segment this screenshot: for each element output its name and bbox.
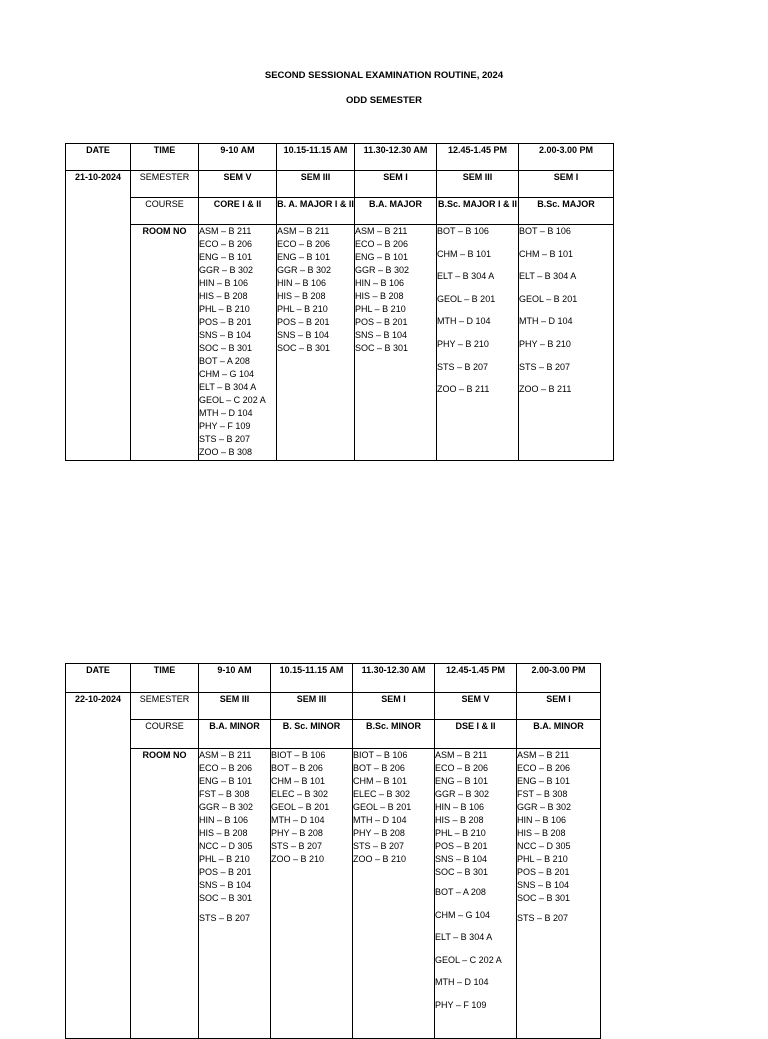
- room-entry: ELT – B 304 A: [519, 271, 577, 282]
- room-entry: PHY – B 210: [519, 338, 571, 349]
- routine-table-2: [65, 663, 601, 1039]
- room-entry: HIS – B 208: [199, 291, 248, 301]
- room-entry: STS – B 207: [517, 913, 569, 923]
- time-slot-4: 12.45-1.45 PM: [437, 144, 519, 171]
- room-entry: SNS – B 104: [199, 880, 252, 890]
- room-list: [517, 749, 601, 1039]
- document-subtitle: ODD SEMESTER: [345, 95, 422, 106]
- room-entry: HIN – B 106: [199, 278, 249, 288]
- room-entry: MTH – D 104: [435, 977, 489, 988]
- room-entry: POS – B 201: [517, 867, 570, 877]
- room-entry: ENG – B 101: [517, 776, 571, 786]
- room-entry: PHY – B 208: [271, 828, 323, 838]
- room-entry: CHM – B 101: [271, 776, 326, 786]
- room-entry: MTH – D 104: [271, 815, 325, 825]
- document-title: SECOND SESSIONAL EXAMINATION ROUTINE, 2024: [264, 70, 504, 81]
- semester-cell: SEM III: [277, 171, 355, 198]
- room-entry: SNS – B 104: [435, 854, 488, 864]
- room-entry: ECO – B 206: [199, 763, 253, 773]
- room-entry: GGR – B 302: [517, 802, 572, 812]
- exam-date: 21-10-2024: [66, 171, 131, 461]
- room-entry: MTH – D 104: [519, 316, 573, 327]
- room-list: [271, 749, 353, 1039]
- room-list: [435, 749, 517, 1039]
- room-entry: ASM – B 211: [435, 750, 488, 760]
- room-entry: STS – B 207: [437, 361, 489, 372]
- room-entry: ELT – B 304 A: [437, 271, 495, 282]
- time-slot-5: 2.00-3.00 PM: [519, 144, 614, 171]
- room-entry: ELT – B 304 A: [199, 382, 257, 392]
- course-cell: B.A. MAJOR: [355, 198, 437, 225]
- room-entry: SOC – B 301: [355, 343, 409, 353]
- room-entry: ENG – B 101: [435, 776, 489, 786]
- room-entry: CHM – G 104: [435, 909, 491, 920]
- room-entry: POS – B 201: [199, 317, 252, 327]
- room-entry: ASM – B 211: [277, 226, 330, 236]
- room-entry: HIS – B 208: [517, 828, 566, 838]
- room-entry: ZOO – B 210: [353, 854, 407, 864]
- room-entry: GEOL – B 201: [353, 802, 412, 812]
- room-entry: CHM – B 101: [437, 248, 492, 259]
- room-list: [353, 749, 435, 1039]
- room-entry: ELEC – B 302: [271, 789, 329, 799]
- time-slot-3: 11.30-12.30 AM: [355, 144, 437, 171]
- room-entry: PHL – B 210: [517, 854, 568, 864]
- room-entry: PHY – B 210: [437, 338, 489, 349]
- room-entry: PHL – B 210: [277, 304, 328, 314]
- room-entry: PHL – B 210: [435, 828, 486, 838]
- date-header: DATE: [66, 664, 131, 693]
- room-entry: ZOO – B 211: [519, 384, 572, 395]
- time-slot-2: 10.15-11.15 AM: [277, 144, 355, 171]
- room-entry: HIN – B 106: [199, 815, 249, 825]
- semester-label: SEMESTER: [131, 171, 199, 198]
- semester-cell: SEM I: [517, 693, 601, 720]
- room-entry: POS – B 201: [355, 317, 408, 327]
- room-entry: HIN – B 106: [355, 278, 405, 288]
- room-entry: STS – B 207: [519, 361, 571, 372]
- room-entry: GGR – B 302: [277, 265, 332, 275]
- room-entry: CHM – G 104: [199, 369, 255, 379]
- room-entry: HIS – B 208: [199, 828, 248, 838]
- room-entry: SOC – B 301: [517, 893, 571, 903]
- room-entry: ENG – B 101: [355, 252, 409, 262]
- room-entry: ENG – B 101: [277, 252, 331, 262]
- room-list: [355, 225, 437, 461]
- room-entry: CHM – B 101: [353, 776, 408, 786]
- room-entry: POS – B 201: [277, 317, 330, 327]
- room-entry: GEOL – B 201: [437, 293, 496, 304]
- room-entry: ELT – B 304 A: [435, 932, 493, 943]
- room-no-label: ROOM NO: [131, 749, 199, 1039]
- room-entry: HIS – B 208: [277, 291, 326, 301]
- room-entry: HIN – B 106: [277, 278, 327, 288]
- room-entry: SOC – B 301: [435, 867, 489, 877]
- room-entry: PHY – F 109: [199, 421, 251, 431]
- room-entry: ELEC – B 302: [353, 789, 411, 799]
- room-entry: GEOL – C 202 A: [435, 954, 502, 965]
- time-header: TIME: [131, 664, 199, 693]
- room-entry: BIOT – B 106: [353, 750, 408, 760]
- room-no-label: ROOM NO: [131, 225, 199, 461]
- course-cell: B. A. MAJOR I & II: [277, 198, 355, 225]
- room-entry: ENG – B 101: [199, 776, 253, 786]
- room-entry: ZOO – B 210: [271, 854, 325, 864]
- time-slot-3: 11.30-12.30 AM: [353, 664, 435, 693]
- room-entry: HIN – B 106: [517, 815, 567, 825]
- room-entry: SNS – B 104: [199, 330, 252, 340]
- course-cell: B. Sc. MINOR: [271, 720, 353, 749]
- semester-cell: SEM III: [271, 693, 353, 720]
- room-entry: ECO – B 206: [435, 763, 489, 773]
- room-entry: ECO – B 206: [517, 763, 571, 773]
- room-entry: PHL – B 210: [199, 304, 250, 314]
- room-entry: SNS – B 104: [355, 330, 408, 340]
- routine-table-1: [65, 143, 614, 461]
- room-entry: ECO – B 206: [277, 239, 331, 249]
- room-entry: ZOO – B 211: [437, 384, 490, 395]
- room-entry: PHY – F 109: [435, 999, 487, 1010]
- semester-cell: SEM I: [519, 171, 614, 198]
- room-entry: FST – B 308: [517, 789, 568, 799]
- room-entry: POS – B 201: [435, 841, 488, 851]
- course-cell: DSE I & II: [435, 720, 517, 749]
- semester-cell: SEM III: [199, 693, 271, 720]
- course-cell: B.A. MINOR: [517, 720, 601, 749]
- room-list: [199, 225, 277, 461]
- room-list: [277, 225, 355, 461]
- room-entry: SNS – B 104: [517, 880, 570, 890]
- exam-date: 22-10-2024: [66, 693, 131, 1039]
- room-entry: ASM – B 211: [199, 750, 252, 760]
- room-entry: PHL – B 210: [199, 854, 250, 864]
- room-entry: MTH – D 104: [353, 815, 407, 825]
- semester-cell: SEM V: [199, 171, 277, 198]
- semester-cell: SEM I: [355, 171, 437, 198]
- room-entry: BIOT – B 106: [271, 750, 326, 760]
- room-entry: STS – B 207: [199, 434, 251, 444]
- room-entry: ECO – B 206: [199, 239, 253, 249]
- time-slot-2: 10.15-11.15 AM: [271, 664, 353, 693]
- course-label: COURSE: [131, 720, 199, 749]
- room-entry: BOT – B 206: [353, 763, 405, 773]
- room-entry: BOT – A 208: [435, 887, 486, 897]
- room-entry: GGR – B 302: [435, 789, 490, 799]
- room-entry: HIN – B 106: [435, 802, 485, 812]
- room-entry: BOT – A 208: [199, 356, 250, 366]
- room-entry: ASM – B 211: [199, 226, 252, 236]
- course-cell: B.Sc. MAJOR: [519, 198, 614, 225]
- room-entry: STS – B 207: [271, 841, 323, 851]
- room-entry: ASM – B 211: [517, 750, 570, 760]
- room-entry: GGR – B 302: [199, 802, 254, 812]
- room-entry: STS – B 207: [199, 913, 251, 923]
- room-entry: ASM – B 211: [355, 226, 408, 236]
- course-label: COURSE: [131, 198, 199, 225]
- semester-label: SEMESTER: [131, 693, 199, 720]
- room-entry: NCC – D 305: [199, 841, 253, 851]
- course-cell: B.Sc. MINOR: [353, 720, 435, 749]
- room-entry: ZOO – B 308: [199, 447, 253, 457]
- room-entry: GEOL – B 201: [519, 293, 578, 304]
- room-entry: HIS – B 208: [435, 815, 484, 825]
- date-header: DATE: [66, 144, 131, 171]
- room-entry: GGR – B 302: [355, 265, 410, 275]
- room-entry: HIS – B 208: [355, 291, 404, 301]
- room-list: [519, 225, 614, 461]
- room-entry: PHY – B 208: [353, 828, 405, 838]
- room-entry: MTH – D 104: [437, 316, 491, 327]
- course-cell: CORE I & II: [199, 198, 277, 225]
- room-entry: GEOL – B 201: [271, 802, 330, 812]
- room-entry: ENG – B 101: [199, 252, 253, 262]
- room-entry: SOC – B 301: [199, 893, 253, 903]
- room-list: [437, 225, 519, 461]
- room-entry: GEOL – C 202 A: [199, 395, 266, 405]
- time-slot-1: 9-10 AM: [199, 664, 271, 693]
- semester-cell: SEM V: [435, 693, 517, 720]
- semester-cell: SEM III: [437, 171, 519, 198]
- room-entry: STS – B 207: [353, 841, 405, 851]
- course-cell: B.A. MINOR: [199, 720, 271, 749]
- time-header: TIME: [131, 144, 199, 171]
- room-list: [199, 749, 271, 1039]
- room-entry: BOT – B 206: [271, 763, 323, 773]
- room-entry: BOT – B 106: [437, 226, 489, 236]
- room-entry: NCC – D 305: [517, 841, 571, 851]
- room-entry: BOT – B 106: [519, 226, 571, 236]
- room-entry: POS – B 201: [199, 867, 252, 877]
- room-entry: CHM – B 101: [519, 248, 574, 259]
- room-entry: SNS – B 104: [277, 330, 330, 340]
- room-entry: SOC – B 301: [277, 343, 331, 353]
- room-entry: FST – B 308: [199, 789, 250, 799]
- time-slot-4: 12.45-1.45 PM: [435, 664, 517, 693]
- time-slot-5: 2.00-3.00 PM: [517, 664, 601, 693]
- room-entry: PHL – B 210: [355, 304, 406, 314]
- room-entry: GGR – B 302: [199, 265, 254, 275]
- course-cell: B.Sc. MAJOR I & II: [437, 198, 519, 225]
- semester-cell: SEM I: [353, 693, 435, 720]
- room-entry: SOC – B 301: [199, 343, 253, 353]
- time-slot-1: 9-10 AM: [199, 144, 277, 171]
- room-entry: MTH – D 104: [199, 408, 253, 418]
- room-entry: ECO – B 206: [355, 239, 409, 249]
